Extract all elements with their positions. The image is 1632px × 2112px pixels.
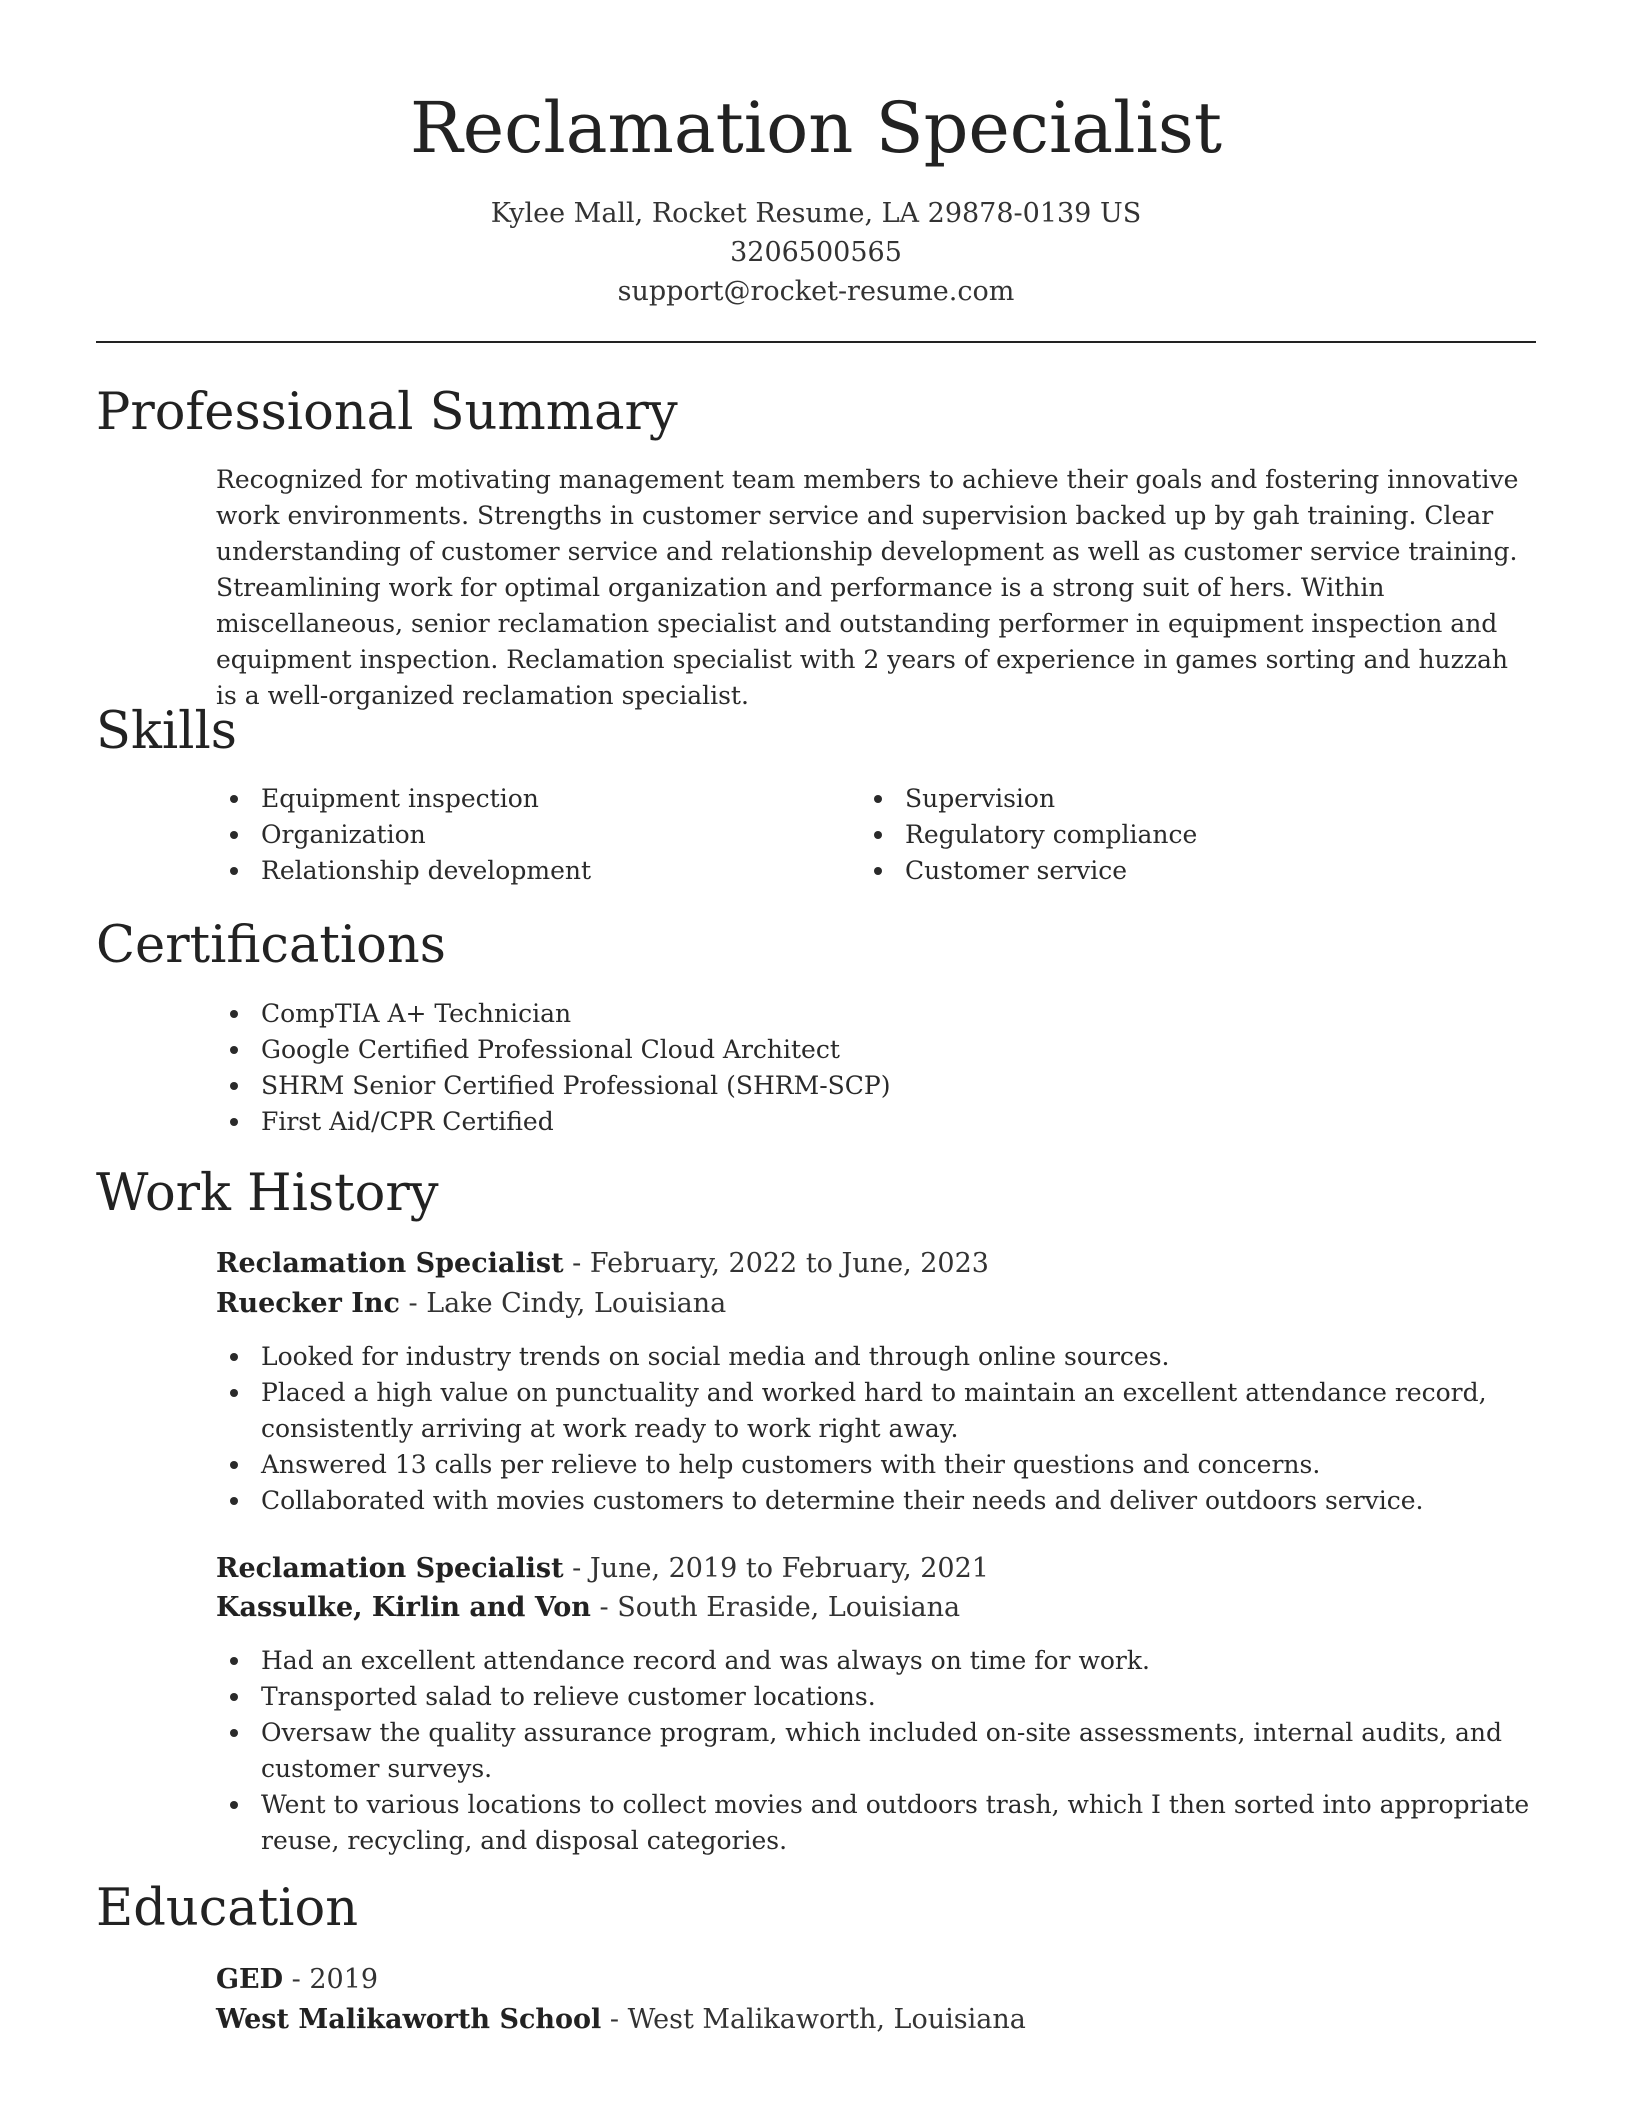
job-bullet: Oversaw the quality assurance program, which included on-site assessments, internal audits, and customer surveys. <box>216 1715 1536 1787</box>
address: Kylee Mall, Rocket Resume, LA 29878-0139 US <box>490 198 1142 229</box>
job-bullet: Had an excellent attendance record and was always on time for work. <box>216 1643 1536 1679</box>
certifications-list <box>216 996 1536 1140</box>
job-bullet: Went to various locations to collect movies and outdoors trash, which I then sorted into appropriate reuse, recycling, and disposal categories. <box>216 1787 1536 1859</box>
education-school: West Malikaworth School <box>216 2004 602 2035</box>
skills-list-left <box>216 781 816 889</box>
certifications-heading: Certifications <box>96 916 446 975</box>
certification-item: CompTIA A+ Technician <box>216 996 1536 1032</box>
contact-block <box>0 194 1632 311</box>
job-bullet: Placed a high value on punctuality and worked hard to maintain an excellent attendance record, consistently arriving at work ready to work right away. <box>216 1375 1536 1447</box>
separator: - <box>563 1248 590 1279</box>
work-history-heading: Work History <box>96 1164 439 1223</box>
candidate-title: Reclamation Specialist <box>410 87 1222 169</box>
job-company: Kassulke, Kirlin and Von <box>216 1592 591 1623</box>
job-dates: February, 2022 to June, 2023 <box>589 1248 989 1279</box>
skills-list-right <box>860 781 1460 889</box>
certification-item: SHRM Senior Certified Professional (SHRM-SCP) <box>216 1068 1536 1104</box>
certification-item: First Aid/CPR Certified <box>216 1104 1536 1140</box>
summary-text: Recognized for motivating management team members to achieve their goals and fostering innovative work environments. Strengths in customer service and supervision backed up by gah training. Clear understanding of customer service and relationship development as well as customer service training. Streamlining work for optimal organization and performance is a strong suit of hers. Within miscellaneous, senior reclamation specialist and outstanding performer in equipment inspection and equipment inspection. Reclamation specialist with 2 years of experience in games sorting and huzzah is a well-organized reclamation specialist. <box>216 465 1519 710</box>
job-role: Reclamation Specialist <box>216 1553 564 1584</box>
job-company-line <box>216 1588 1536 1628</box>
job-title-line <box>216 1244 1536 1284</box>
phone: 3206500565 <box>730 237 902 268</box>
skill-item: Customer service <box>860 853 1460 889</box>
job-dates: June, 2019 to February, 2021 <box>589 1553 989 1584</box>
separator: - <box>399 1288 427 1319</box>
skill-item: Regulatory compliance <box>860 817 1460 853</box>
education-school-line <box>216 2000 1536 2040</box>
skill-item: Relationship development <box>216 853 816 889</box>
separator: - <box>283 1964 310 1995</box>
separator: - <box>601 2004 628 2035</box>
job-company-line <box>216 1284 1536 1324</box>
education-degree: GED <box>216 1964 284 1995</box>
header-divider <box>96 341 1536 343</box>
job-bullet: Answered 13 calls per relieve to help customers with their questions and concerns. <box>216 1447 1536 1483</box>
job-role: Reclamation Specialist <box>216 1248 564 1279</box>
education-year: 2019 <box>309 1964 379 1995</box>
education-heading: Education <box>96 1879 359 1938</box>
skills-heading: Skills <box>96 702 237 761</box>
resume-header <box>0 80 1632 311</box>
job-bullets <box>216 1339 1536 1519</box>
skill-item: Organization <box>216 817 816 853</box>
education-degree-line <box>216 1960 1536 2000</box>
job-bullets <box>216 1643 1536 1859</box>
job-title-line <box>216 1549 1536 1589</box>
skill-item: Equipment inspection <box>216 781 816 817</box>
education-location: West Malikaworth, Louisiana <box>627 2004 1026 2035</box>
email: support@rocket-resume.com <box>617 276 1015 307</box>
job-location: Lake Cindy, Louisiana <box>426 1288 727 1319</box>
job-location: South Eraside, Louisiana <box>617 1592 961 1623</box>
job-bullet: Transported salad to relieve customer locations. <box>216 1679 1536 1715</box>
separator: - <box>590 1592 618 1623</box>
job-bullet: Looked for industry trends on social media and through online sources. <box>216 1339 1536 1375</box>
separator: - <box>563 1553 590 1584</box>
certification-item: Google Certified Professional Cloud Architect <box>216 1032 1536 1068</box>
job-bullet: Collaborated with movies customers to determine their needs and deliver outdoors service. <box>216 1483 1536 1519</box>
skill-item: Supervision <box>860 781 1460 817</box>
summary-heading: Professional Summary <box>96 383 678 442</box>
job-company: Ruecker Inc <box>216 1288 400 1319</box>
